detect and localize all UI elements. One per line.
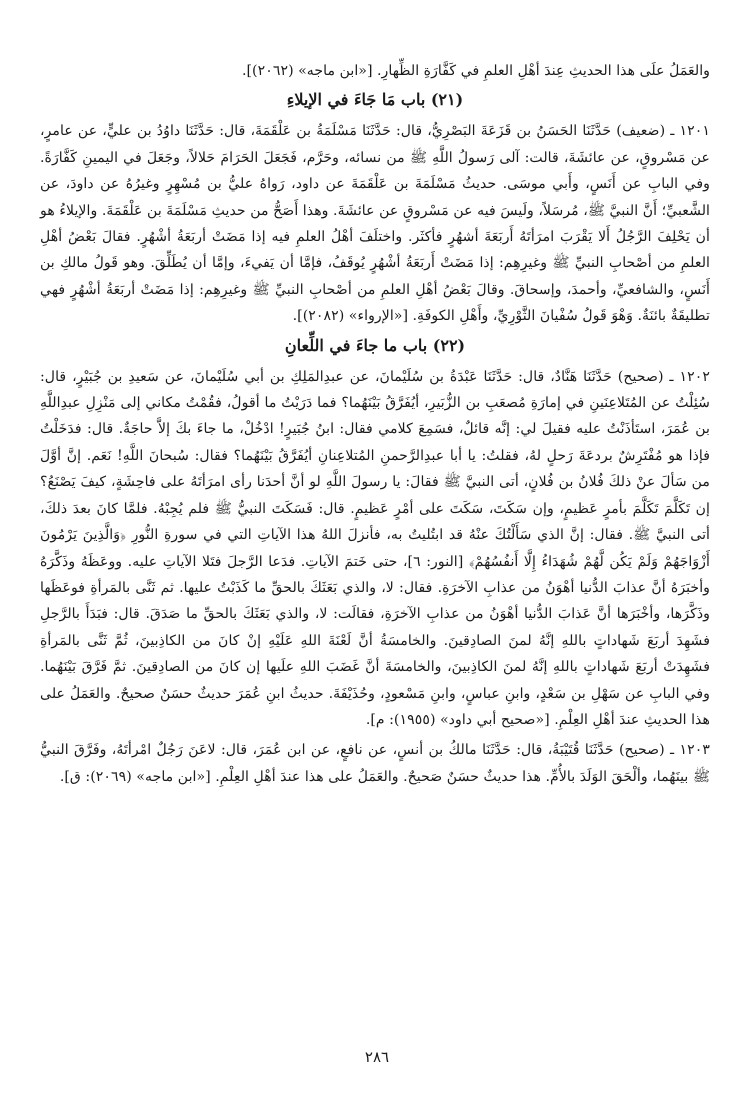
hadith-1201: ١٢٠١ ـ (ضعيف) حَدَّثَنَا الحَسَنُ بن قَزَعَةَ البَصْرِيُّ، قال: حَدَّثَنَا مَسْلَمَةُ بن عَلْقَمَةَ، قال: حَدَّثَنَا داوُدُ بن عليٍّ، عن عامرٍ، عن مَسْروقٍ، عن عائشَةَ، قالت: آلى رَسولُ اللَّهِ ﷺ من نسائه، وحَرَّم، فَجَعَلَ الحَرَامَ حَلالاً، وجَعَلَ في اليمينِ كَفَّارَةً. وفي البابِ عن أَنَسٍ، وأَبي موسَى. حديثُ مَسْلَمَةَ بن عَلْقَمَةَ عن داود، رَواهُ عليُّ بن مُسْهِرٍ وغيرُهُ عن داودَ، عن الشَّعبيِّ؛ أَنَّ النبيَّ ﷺ، مُرسَلاً، ولَيسَ فيه عن مَسْروقٍ عن عائشَةَ. وهذا أَصَحُّ من حديثِ مَسْلَمَةَ بن عَلْقَمَةَ. والإيلاءُ هو أن يَحْلِفَ الرَّجُلُ أَلا يَقْرَبَ امرَأتَهُ أَربَعَةَ أشهُرٍ فأكثَر. واختلَفَ أهْلُ العلمِ فيه إذا مَضَتْ أربَعَةُ أشْهُرٍ. فقالَ بَعْضُ أهْلِ العلمِ من أصْحابِ النبيِّ ﷺ وغيرِهِم: إذا مَضَتْ أَربَعَةُ أشْهُرٍ يُوقَفُ، فإمَّا أن يَفيءَ، وإمَّا أن يُطَلِّقَ. وهو قَولُ مالكِ بن أَنَسٍ، والشافعيِّ، وأحمدَ، وإسحاقَ. وقالَ بَعْضُ أهْلِ العلمِ من أصْحابِ النبيِّ ﷺ وغيرِهِم: إذا مَضَتْ أربَعَةُ أشْهُرٍ فهي تطليقَةٌ بائنَةٌ. وَهْوَ قَولُ سُفْيانَ الثَّوْرِيِّ، وأَهْلِ الكوفَةِ. [«الإرواء» (٢٠٨٢)].	[40, 123, 710, 325]
chapter-heading-lian: (٢٢) باب ما جاءَ في اللِّعانِ	[284, 335, 466, 355]
hadith-1203: ١٢٠٣ ـ (صحيح) حَدَّثَنَا قُتَيْبَةُ، قال: حَدَّثَنَا مالكُ بن أنسٍ، عن نافعٍ، عن ابن عُمَرَ، قال: لاعَنَ رَجُلٌ امْرأتَهُ، وفَرَّقَ النبيُّ ﷺ بينَهُما، وألْحَقَ الوَلَدَ بالأُمِّ. هذا حديثٌ حسَنٌ صَحيحٌ. والعَمَلُ على هذا عندَ أهْلِ العِلْمِ. [«ابن ماجه» (٢٠٦٩): ق].	[40, 742, 710, 785]
intro-paragraph: والعَمَلُ علَى هذا الحديثِ عِندَ أهْلِ العلمِ في كَفَّارَةِ الظِّهارِ. [«ابن ماجه» (٢٠٦٢)].	[241, 63, 710, 79]
page-number: ٢٨٦	[364, 1048, 390, 1066]
hadith-1202: ١٢٠٢ ـ (صحيح) حَدَّثَنَا هَنَّادٌ، قال: حَدَّثَنَا عَبْدَةُ بن سُلَيْمانَ، عن عبدِالمَلِكِ بن أبي سُلَيْمانَ، عن سَعيدِ بن جُبَيْرٍ، قال: سُئِلْتُ عن المُتَلاعِنَينِ في إمارَةِ مُصعَبِ بن الزُّبَيرِ، أيُفَرَّقُ بَيْنَهُما؟ فما دَرَيْتُ ما أقولُ، فقُمْتُ مكاني إلى مَنْزِلِ عبدِاللَّهِ بن عُمَرَ، استَأذَنْتُ عليه فقيلَ لي: إنَّه قائلٌ، فسَمِعَ كلامي فقال: ابنُ جُبَيرٍ! ادْخُلْ، ما جاءَ بكَ إلاَّ حاجَةٌ. قال: فدَخَلْتُ فإذا هو مُفْتَرِشٌ بردعَةَ رَحلٍ لهُ، فقلتُ: يا أبا عبدِالرَّحمنِ المُتلاعِنانِ أيُفَرَّقُ بَيْنَهُما؟ فقال: سُبحانَ اللَّهِ! نَعَم. إنَّ أوَّلَ من سَألَ عنْ ذلكَ فُلانُ بن فُلانٍ، أتى النبيَّ ﷺ فقالَ: يا رسولَ اللَّهِ لو أنَّ أحدَنا رأى امرَأتَهُ على فاحِشَةٍ، كيفَ يَصْنَعُ؟ إن تَكَلَّمَ تَكَلَّمَ بأمرٍ عَظيمٍ، وإن سَكَتَ، سَكَتَ على أمْرٍ عَظيمٍ. قال: فَسَكَتَ النبيُّ ﷺ فلم يُجِبْهُ. فلمَّا كانَ بعدَ ذلكَ، أتى النبيَّ ﷺ. فقال: إنَّ الذي سَأَلْتُكَ عنْهُ قد ابتُليتُ به، فأنزلَ اللهُ هذا الآياتِ التي في سورةِ النُّورِ ﴿وَالَّذِينَ يَرْمُونَ أَزْوَاجَهُمْ وَلَمْ يَكُن لَّهُمْ شُهَدَاءُ إِلَّا أَنفُسُهُمْ﴾ [النور: ٦]، حتى خَتمَ الآياتِ. فدَعا الرَّجلَ فتَلا الآياتِ عليه. ووعَظَهُ وذَكَّرَهُ وأخبَرَهُ أنَّ عذابَ الدُّنيا أهْوَنُ من عذابِ الآخرَةِ. فقال: لا، والذي بَعَثَكَ بالحقِّ ما كَذَبْتُ عليها. ثم ثَنَّى بالمَرأةِ فوعَظَها وذَكَّرَها، وأخْبَرَها أنَّ عَذابَ الدُّنيا أهْوَنُ من عذابِ الآخرَةِ، فقالَت: لا، والذي بَعَثَكَ بالحقِّ ما صَدَقَ. قال: فبَدَأَ بالرَّجلِ فشَهِدَ أربَعَ شَهاداتٍ باللهِ إنَّهُ لمنَ الصادِقينَ. والخامسَةُ أنَّ لَعْنَةَ اللهِ عَلَيْهِ إنْ كانَ من الكاذِبينَ، ثُمَّ ثَنَّى بالمَرأةِ فشَهِدَتْ أربَعَ شَهاداتٍ باللهِ إنَّهُ لمنَ الكاذِبينَ، والخامسَةَ أنَّ غَضَبَ اللهِ علَيها إن كانَ من الصادِقينَ. ثمَّ فَرَّقَ بَيْنَهُما. وفي البابِ عن سَهْلِ بن سَعْدٍ، وابنِ عباسٍ، وابنِ مَسْعودٍ، وحُذَيْفَةَ. حديثُ ابنِ عُمَرَ حديثٌ حسَنٌ صحيحٌ. والعَمَلُ على هذا الحديثِ عندَ أهْلِ العِلْمِ. [«صحيح أبي داود» (١٩٥٥): م].	[40, 368, 710, 728]
chapter-heading-ila: (٢١) باب مَا جَاءَ في الإيلاءِ	[286, 90, 464, 110]
